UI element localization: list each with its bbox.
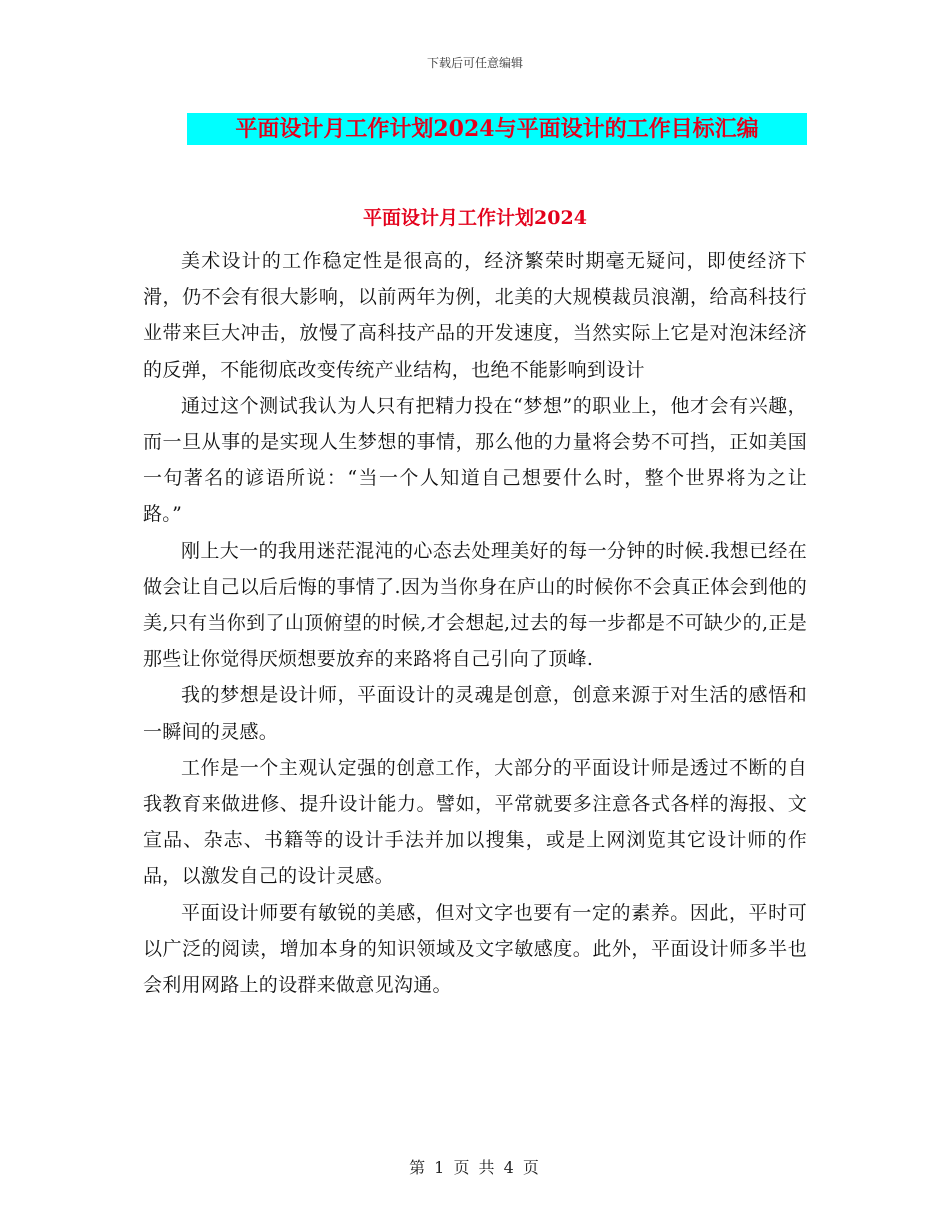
document-body [143, 243, 807, 1003]
paragraph: 美术设计的工作稳定性是很高的，经济繁荣时期毫无疑问，即使经济下滑，仍不会有很大影响，以前两年为例，北美的大规模裁员浪潮，给高科技行业带来巨大冲击，放慢了高科技产品的开发速度，当然实际上它是对泡沫经济的反弹，不能彻底改变传统产业结构，也绝不能影响到设计 [143, 250, 807, 381]
paragraph: 我的梦想是设计师，平面设计的灵魂是创意，创意来源于对生活的感悟和一瞬间的灵感。 [143, 684, 807, 743]
paragraph: 刚上大一的我用迷茫混沌的心态去处理美好的每一分钟的时候.我想已经在做会让自己以后后悔的事情了.因为当你身在庐山的时候你不会真正体会到他的美,只有当你到了山顶俯望的时候,才会想起,过去的每一步都是不可缺少的,正是那些让你觉得厌烦想要放弃的来路将自己引向了顶峰. [143, 539, 807, 671]
section-title: 平面设计月工作计划2024 [363, 207, 587, 229]
paragraph: 通过这个测试我认为人只有把精力投在“梦想”的职业上，他才会有兴趣，而一旦从事的是实现人生梦想的事情，那么他的力量将会势不可挡，正如美国一句著名的谚语所说：“当一个人知道自己想要什么时，整个世界将为之让路。” [143, 394, 807, 526]
document-title: 平面设计月工作计划2024与平面设计的工作目标汇编 [235, 116, 759, 142]
page-number: 第 1 页 共 4 页 [409, 1158, 541, 1177]
paragraph: 平面设计师要有敏锐的美感，但对文字也要有一定的素养。因此，平时可以广泛的阅读，增加本身的知识领域及文字敏感度。此外，平面设计师多半也会利用网路上的设群来做意见沟通。 [143, 901, 807, 997]
paragraph: 工作是一个主观认定强的创意工作，大部分的平面设计师是透过不断的自我教育来做进修、提升设计能力。譬如，平常就要多注意各式各样的海报、文宣品、杂志、书籍等的设计手法并加以搜集，或是上网浏览其它设计师的作品，以激发自己的设计灵感。 [143, 756, 807, 888]
document-title-highlight [187, 113, 807, 145]
header-note: 下载后可任意编辑 [426, 56, 523, 70]
